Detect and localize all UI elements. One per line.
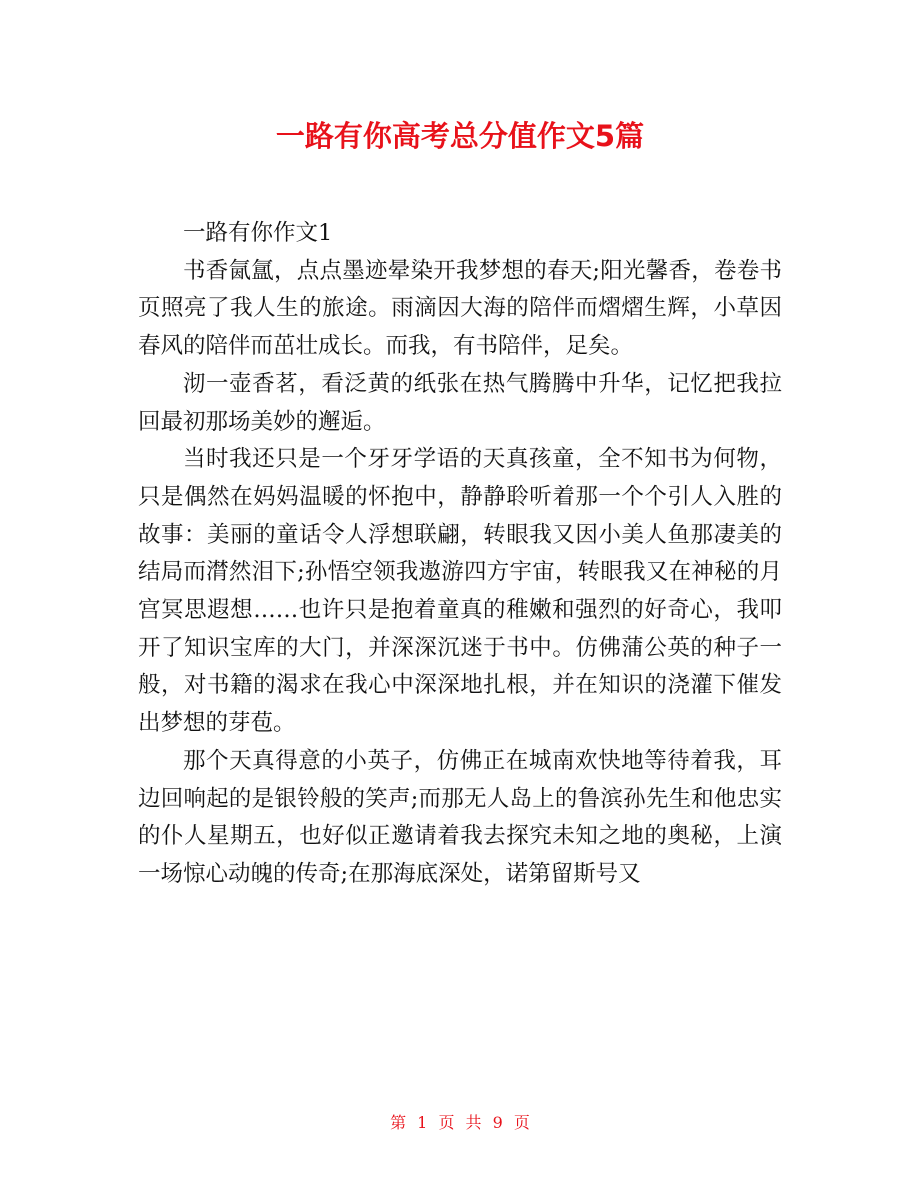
- section-heading: 一路有你作文1: [183, 220, 333, 246]
- paragraph: 书香氤氲，点点墨迹晕染开我梦想的春天;阳光馨香，卷卷书页照亮了我人生的旅途。雨滴因大海的陪伴而熠熠生辉，小草因春风的陪伴而茁壮成长。而我，有书陪伴，足矣。: [138, 257, 782, 360]
- paragraph: 沏一壶香茗，看泛黄的纸张在热气腾腾中升华，记忆把我拉回最初那场美妙的邂逅。: [138, 370, 782, 435]
- document-title: 一路有你高考总分值作文5篇: [275, 119, 645, 153]
- page-number-footer: 第 1 页 共 9 页: [390, 1113, 530, 1132]
- document-body: [138, 215, 782, 894]
- paragraph: 那个天真得意的小英子，仿佛正在城南欢快地等待着我，耳边回响起的是银铃般的笑声;而那无人岛上的鲁滨孙先生和他忠实的仆人星期五，也好似正邀请着我去探究未知之地的奥秘，上演一场惊心动魄的传奇;在那海底深处，诺第留斯号又: [138, 747, 782, 887]
- paragraph: 当时我还只是一个牙牙学语的天真孩童，全不知书为何物，只是偶然在妈妈温暖的怀抱中，静静聆听着那一个个引人入胜的故事：美丽的童话令人浮想联翩，转眼我又因小美人鱼那凄美的结局而潸然泪下;孙悟空领我遨游四方宇宙，转眼我又在神秘的月宫冥思遐想……也许只是抱着童真的稚嫩和强烈的好奇心，我叩开了知识宝库的大门，并深深沉迷于书中。仿佛蒲公英的种子一般，对书籍的渴求在我心中深深地扎根，并在知识的浇灌下催发出梦想的芽苞。: [138, 446, 782, 737]
